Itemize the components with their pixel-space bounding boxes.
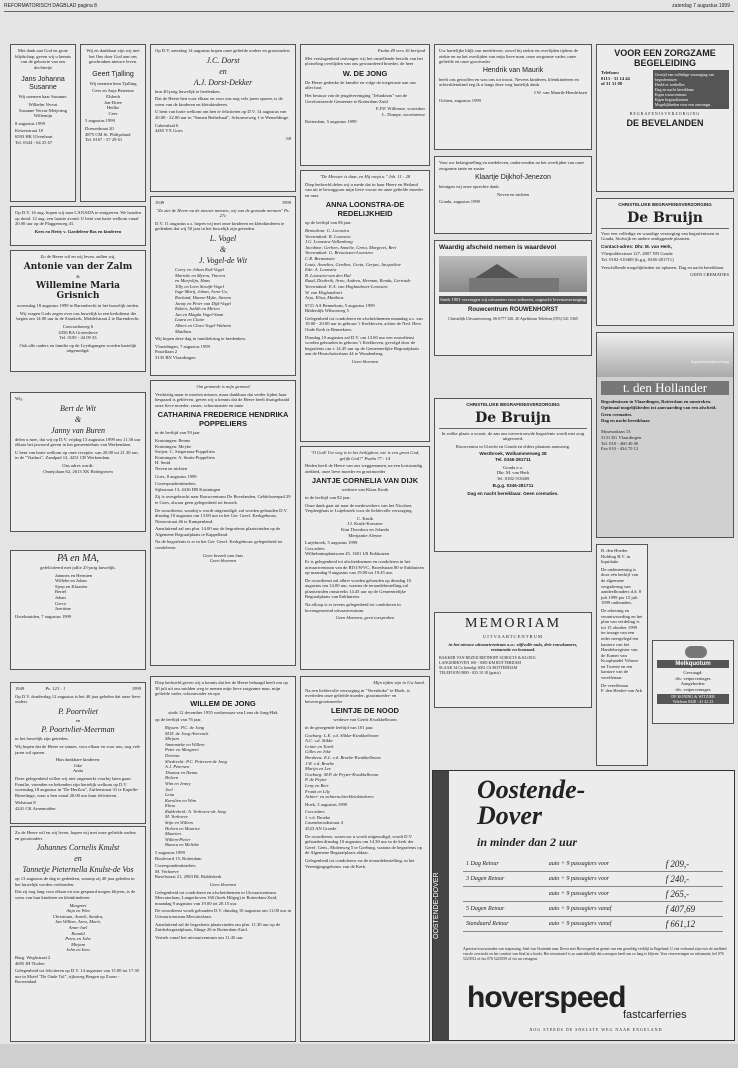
header-illustration: [597, 333, 733, 377]
wife-name: Tannetje Pieternella Knulst-de Vos: [22, 865, 134, 875]
phone: Telefoon: 0113 - 31 14 44 of 31 31 08: [601, 70, 630, 87]
ad-text-4: De rouwdienst, waarvoor u wordt uitgenodigd, wordt D.V. gehouden dinsdag 10 augustus om 14.30 uur in de kerk der Geref. Gem., Molenweg 5 te Goeburg, waarna de begrafenis op de Algemene Begraafplaats aldaar.: [305, 833, 422, 856]
deceased-name: W. DE JONG: [342, 68, 388, 78]
ad-date: IJsselmuiden, 7 augustus 1999: [15, 613, 72, 619]
verse: Psalm 49 vers 16 berijmd: [377, 48, 425, 53]
de-bruijn-ad-1: [434, 398, 592, 552]
ad-text-3: Dat zij nog lang voor elkaar en ons gespaard mogen blijven, is de wens van hun kinderen en kleinkinderen.: [15, 889, 136, 900]
verse: "O God! Uw weg is in het heiligdom, wie is een groot God, gelijk God?" Psalm 77 : 14: [310, 450, 420, 461]
obituary-van-dijk: [300, 446, 430, 670]
contact: Contact-adres: Dhr. M. van Herk,: [601, 243, 672, 249]
ad-text: Op D.V. donderdag 12 augustus is het 40 jaar geleden dat onze lieve ouders: [15, 693, 141, 705]
ad-text: Voor een volledige en waardige verzorging van begrafenissen in Gouda, Stolwijk en andere omliggende plaatsen.: [601, 230, 719, 242]
place-date: 5 augustus 1999 Boulevard 15, Rotterdam: [155, 850, 202, 861]
wedding-ad-de-wit: [10, 392, 146, 532]
address: Ons adres wordt: Onnejolaan 62, 2613 XK Bodegraven: [43, 462, 113, 474]
ad-text-4: De rouwdienst, waarbij u wordt uitgenodigd, zal worden gehouden D.V. dinsdag 10 augustus om 13.00 uur in het Ger. Geref. Kerkgebouw, Nieuwstraat 46 te Kampenland.: [155, 507, 288, 524]
ad-text-6: Na de begrafenis is er in het Ger. Geref. Kerkgebouw gelegenheid tot condoleren.: [155, 539, 283, 551]
husband-name: Johannes Cornelis Knulst: [36, 843, 120, 853]
address: Vlaardingen, 7 augustus 1999 Pastellaan 2 3135 BN Vlaardingen: [155, 343, 210, 360]
age: op de leeftijd van 76 jaar.: [155, 717, 202, 723]
address: Concordiaweg 6 4356 BA Grotenhove Tel. 0185 - 44 09 33: [58, 323, 98, 341]
ad-footer: GEEN CREMATIES: [690, 272, 729, 278]
family-list: Rijssen: P.C. de Jong M.D. de Jong-Avereach Mirjam Annemieke en Willem Peter en Margreet Doriota Sliedrecht: P.C. Petersen-de Jong A.J. Petersen Thomas en Ikema Heleen Wim en Jenny Joel Lena Karolien en Wim Elina Ridderkerk: A. Verhoeve-de Jong M. Verhoeve Stijn en Willem Heleen en Maurice Maarten Willem-Pieter Bianca en Melieke: [165, 724, 227, 848]
child-name: Jans Johanna Susanne: [21, 76, 65, 92]
den-hollander-logo: t. den Hollander: [601, 381, 729, 395]
thanks-dijkhof: [434, 156, 592, 234]
fare-price: f 240,-: [663, 872, 723, 887]
ad-intro: Wij en dankbaar zijn wij met het Ons door God aan ons geschonken nieuwe leven.: [86, 48, 140, 65]
fare-description: auto + 9 passagiers voor: [546, 857, 663, 872]
thanks-van-maurik: [434, 44, 592, 150]
cow-icon: [657, 644, 729, 660]
and-word: en: [75, 717, 81, 723]
fare-description: auto + 9 passagiers voor: [546, 872, 663, 887]
fare-description: auto + 9 passagiers vanaf: [546, 917, 663, 932]
quota-list: Gevraagd: div. vetpercentages Aangeboden: div. vetpercentages: [675, 670, 711, 692]
address-2: Gouda e.o. Dhr. M. van Herk Tel. 0182-510469: [496, 464, 530, 481]
family-list: C. Kruik J.J. Kruik-Koestoer Kim Theodoor en Jolanda Merijantie Aleyne: [341, 515, 389, 538]
ad-text-3: De rekening en verantwoording en het plan van verdeling is tot 15 oktober 1999 ter inzage van een ieder neergelegd ten kantore van het Handelsregister van de Kamer van Koophandel Veluwe en Twente en ten kantore van de vereffenaar.: [601, 607, 643, 681]
de-bevelanden-ad: [596, 44, 734, 192]
ad-title: PA en MA,: [56, 553, 100, 564]
ad-text-2: Rouwcentra in Utrecht en Gouda en elders plaatsen aanwezig.: [455, 443, 571, 449]
page-header: [4, 2, 734, 12]
address: Doesenbraat 20 4875 CM St. Philipsland Tel. 0167 - 57 29 61: [85, 125, 131, 143]
ad-text-7: Na afloop is er tevens gelegenheid tot condoleren in bovengenoemd uitvaartcentrum.: [305, 602, 401, 613]
ad-footer: Gelegenheid tot feliciteren op D.V. 14 augustus van 15.00 tot 17.30 uur in Motel "De Oude Tol", rijksweg Bergen op Zoom - Roosendaal.: [15, 968, 139, 985]
and-word: en: [219, 66, 227, 76]
place-date: Hoek, 5 augustus 1999: [305, 801, 348, 807]
place-date: Lutjebroek, 5 augustus 1999 Corr.adres: Wilhelminaplantsoen 45, 1601 LR Enkhuizen: [305, 540, 390, 557]
ad-text: Diep bedroefd geven wij u kennis dat het de Heere behaagd heeft om op 30 juli uit ons midden weg te nemen mijn lieve zorgzame man, mijn geliefde vader, schoonvader en opa: [155, 680, 288, 697]
den-hollander-ad: [596, 332, 734, 538]
signature: De vereffenaar F. den Herder-van Ark: [601, 682, 643, 694]
liquidation-notice: [596, 544, 648, 766]
child-nickname: Wij noemen hem Tjalling: [89, 80, 137, 86]
ad-text-2: De Heere gedenke de familie en volge de toegeruste aan ons aller hart.: [305, 79, 416, 91]
ad-text: Heden heeft de Heere van ons weggenomen, na een kortstondig ziekbed, onze lieve moeder en grootmoeder: [305, 463, 423, 474]
address: 6721 AA Bennekom, 5 augustus 1999 Bilderdijk Wilsonweg 5: [305, 302, 375, 314]
ad-footer: Ook alle ouders en familie op de Leydsgangen worden hartelijk uitgenodigd.: [19, 342, 137, 354]
ad-text-4: Gelegenheid tot condoleren en afscheidnemen in Uitvaartcentrum Mercatorlaan, Langerhoven 160 (hoek Hilgeg) te Rotterdam-Zuid, maandag 9 augustus van 19.00 tot 20.15 uur.: [155, 889, 278, 906]
deceased-name: ANNA LOONSTRA-DE REDELIJKHEID: [325, 200, 405, 219]
signature: Neven en nichten: [496, 191, 530, 197]
bride-name: Willemine Maria Grisnich: [35, 281, 121, 302]
groom-name: Bert de Wit: [60, 403, 96, 413]
fare-type: 5 Dagen Retour: [463, 902, 546, 917]
and-word: en: [74, 854, 82, 864]
fare-price: f 209,-: [663, 857, 723, 872]
ad-text-2: Geen crematies. Dag en nacht bereikbaar.: [601, 412, 651, 423]
correspondence-address: Correspondentieadres: Sijlastraat 13, 4416 DB Kruiningen: [155, 481, 221, 492]
ad-text-2: betuigen wij onze oprechte dank.: [439, 184, 500, 190]
fare-row: [463, 872, 723, 887]
deceased-name: CATHARINA FREDERICE HENDRIKA POPPELIERS: [157, 410, 289, 429]
children: Hun dankbare kinderen: Joke Anita: [55, 757, 101, 774]
ad-text: Uw hartelijke blijk van medeleven, zowel bij ziekte en overlijden tijdens de ziekte en na het overlijden van mijn lieve man, onze zorgzame vader, onze geliefde en onze grootvader: [439, 48, 579, 65]
ad-text: Diep bedroefd delen wij u mede dat in haar Heere en Heiland van uit te bewaggoon mijn lieve vrouw en onze geliefde moeder en oma: [305, 181, 424, 198]
correspondence-address: Correspondentieadres: M. Verhoeve Ravelstraat 21, 2983 BL Ridderkerk: [155, 863, 222, 880]
place-date: Ochten, augustus 1999: [439, 97, 481, 103]
spouse-line: sinds 12 december 1955 weduwnaar van Lena de Jong-Hak: [168, 709, 278, 715]
ad-footer: Geen bloemen: [351, 359, 379, 365]
fare-type: [463, 887, 546, 902]
ad-text-3: Zij is overgebracht naar Rouwcentrum De Bevelanden, Geldelozeepad 29 te Goes, alwaar geen gelegenheid tot bezoek.: [155, 494, 291, 505]
ad-intro: Wij,: [15, 396, 23, 401]
ad-text-3: Dat de Heere hen voor elkaar en voor ons nog vele jaren sparen, is de wens van de kinderen en kleinkinderen.: [155, 96, 283, 107]
fare-row: [463, 902, 723, 917]
spouse-line: weduwe van Gerrit Kwakkelboom: [333, 717, 397, 723]
and-symbol: &: [76, 273, 80, 279]
parents: Wilhelm Vervat Susanne Vervat-Meijering Willemijn: [18, 101, 67, 119]
correspondence-address: Corr.adres: J. v.d. Broeke Casembroodtstraat 4 4523 AN Groede: [305, 809, 343, 832]
address: Cabentfaal 6 4465 VX Goes: [155, 122, 183, 134]
spouse-line: weduwe van Klaas Kruik: [341, 487, 389, 493]
fare-price: f 265,-: [663, 887, 723, 902]
rouwenhorst-ad: [434, 240, 592, 356]
deceased-name: Klaartje Dijkhof-Jenezon: [475, 174, 551, 182]
ad-text-2: in het huwelijk zijn getreden.: [15, 736, 69, 742]
ad-text-4: Onze dank gaat uit naar de medewerkers van het Nicolaas Verpleeghuis te Lutjebroek voor de liefdevolle verzorging.: [305, 502, 413, 514]
ad-text-2: Wij vragen Gods zegen over ons huwelijk in een kerkdienst die begint om 14.00 uur in de Sionkerk, Middelstraat 2 te Barendrecht.: [16, 310, 140, 322]
hoverspeed-tagline: NOG STEEDS DE SNELSTE WEG NAAR ENGELAND: [529, 1027, 663, 1032]
fare-description: auto + 9 passagiers voor: [546, 887, 663, 902]
ad-title: Waardig afscheid nemen is waardevol: [439, 244, 557, 251]
address: Museumlaan 13 3131 EG Vlaardingen Tel. 010 - 460 40 00 Fax 010 - 434 70 12: [601, 429, 642, 452]
ad-text-2: hun 40-jarig huwelijk te herdenken.: [155, 88, 221, 94]
husband-name: P. Poortvliet: [58, 706, 98, 716]
ad-text: Op D.V. zaterdag 14 augustus hopen onze geliefde ouders en grootouders: [155, 48, 290, 53]
ad-footer: Geen bloemen, geen toespraken: [335, 615, 395, 621]
ad-text: Op D.V. 16 aug. hopen wij naar CANADA te emigreren. We houden op dond. 12 aug. een laatste avond. U bent van harte welkom vanaf 20.00 uur op de Plaggenweg 41.: [15, 210, 141, 227]
hoverspeed-logo-sub: fastcarferries: [623, 1009, 687, 1021]
ad-text: Begrafenissen in Vlaardingen, Rotterdam en omstreken. Optimaal mogelijkheden tot aanvaarding van een afscheid.: [601, 399, 717, 410]
anniversary-ad-knulst: [10, 826, 146, 1042]
fares-table: [463, 857, 723, 932]
ad-text: woensdag 18 augustus 1999 te Barendrecht in het huwelijk treden.: [16, 303, 140, 309]
ad-title: CHRISTELIJKE BEGRAFENISVERZORGING: [618, 202, 712, 207]
ad-text: Voor uw belangstelling en medeleven, ondervonden na het overlijden van onze zorgzame tante en zuster: [439, 160, 584, 171]
year-end: 1999: [281, 200, 291, 205]
ad-brand: DE BEVELANDEN: [626, 118, 704, 128]
ad-text-2: Wij hopen deze dag in familiekring te herdenken.: [155, 336, 246, 342]
age: in de leeftijd van 82 jaar.: [305, 494, 351, 500]
husband-name: L. Vogel: [209, 233, 237, 243]
groom-name: Antonie van der Zalm: [23, 261, 133, 272]
service-list: Gewijd van volledige verzorging van begrafenissen Deeld ot wetbelles Dag en nacht bereikbaar Eigen rouwcentrum Eigen begraaflaatsen Mogelijkheden voor een ontvangst: [653, 70, 729, 109]
children: Corry en Johan Kok-Vogel Marieke en Myron, Vincent en Marjolijn, Hans Tilly en Leen Struijk-Vogel Inge-Marij, Johan, Arno-Co, Roeland, Hanne-Myke, Stenno Janny en Peter van Dijk-Vogel Ruben, Judith en Mirien Jan en Magda Vogel-Stam Laura en Claire Albert en Clara Vogel-Walzem Matthias: [175, 266, 232, 334]
ad-text: Zo de Heere wil en wij leven, hopen wij met onze geliefde ouders en grootouders: [15, 830, 137, 841]
hoverspeed-ad: [432, 770, 735, 1041]
ad-text-2: Verschillende mogelijkheden tot opbaren. Dag en nacht bereikbaar.: [601, 264, 725, 270]
family-list: Bennekom: G. Loonstra Veenendaal: R. Loonstra J.G. Loonstra-Valkenburg Jacobine, Gerben, Annelie, Greta, Margreet, Bert Veenendaal: G. Breunissen-Loonstra C.R. Breunissen Louis, Annelies, Gerdien, Greta, Gerjan, Jacqueline Ede: A. Loonstra B. Loonstra-van den Hul Ruud, Diederik, Arno, Andrea, Herman, Renda, Gertrude Veenendaal: E.A. van Hoglandoort-Loonstra W. van Hoglandoort Arjo, Elisa, Matthias: [305, 227, 411, 301]
and-symbol: &: [219, 244, 227, 254]
emigration-ad: [10, 206, 146, 246]
address: Welstraat 8 4241 CK Arnemuiden: [15, 800, 56, 811]
verse: Ps. 123 : 1: [45, 686, 66, 691]
birth-ad-tjalling: [80, 44, 146, 202]
birth-ad-susanne: [10, 44, 76, 202]
address: Burg. Weghstraat 2 4695 JH Tholen: [15, 954, 51, 966]
fare-type: 1 Dag Retour: [463, 857, 546, 872]
ad-text: B. den Hoeder Holding B.V. in liquidatie: [601, 548, 631, 565]
ad-subtitle: BEGRAFENISVERZORGING: [629, 111, 701, 116]
fare-type: Standaard Retour: [463, 917, 546, 932]
ad-text-7: Vertrek vanaf het uitvaartcentrum om 11.45 uur.: [155, 934, 244, 940]
ad-brand: DE KONING & WITZIER Telefoon 0348 - 41 22 23: [657, 694, 729, 704]
logo-subtitle: UITVAARTCENTRUM: [482, 634, 544, 639]
ad-text-5: Aansluitend zal om plm. 14.00 uur de begrafenis plaatsvinden op de Algemene Begraafplaats te Kappelland.: [155, 526, 281, 537]
deceased-name: WILLEM DE JONG: [190, 698, 256, 708]
fare-row: [463, 917, 723, 932]
address: BAKKER VAN BEZEIJ RIETHOFF SCHOLTS & KLOEG LANGERHOVEN 160 - 3085 KM ROTTERDAM SLAAK 34 Cx bestelgt 3061 CS ROTTERDAM TELEFOON 0800 - 023 10 18 (gratis): [439, 654, 536, 675]
ad-intro: Zo de Heere wil en wij leven, zullen wij,: [40, 254, 116, 259]
verse: Om gemoede is mijn gemoed: [196, 384, 250, 389]
ad-title: VOOR EEN ZORGZAME BEGELEIDING: [614, 48, 716, 68]
ad-names: Kees en Hetty v. Gardeleen-Bos en kinderen: [34, 228, 122, 234]
ad-footer: Christelijk Uitvaartverzorg. 06 6777 320, 20 Apeldoorn Telefoon (055) 541 5365: [448, 315, 578, 321]
place-date: Goes, 8 augustus 1999: [155, 473, 197, 479]
signature: J.W. van Maurik-Hendriksen: [533, 89, 587, 95]
wife-name: P. Poortvliet-Meerman: [41, 725, 115, 735]
ad-text-6: De rouwdienst zal alhier worden gehouden op dinsdag 10 augustus om 14.00 uur, waarna de teraardebestelling zal plaatsvinden omstreeks 14.45 uur op de Gemeentelijke Begraafplaats van Enkhuizen.: [305, 577, 411, 600]
condolence-w-de-jong: [300, 44, 430, 166]
ad-text-2: De onderneming is door eén bedrijf van de algemene vergadering van aandeelhouders d.d. 8 juli 1999 per 15 juli 1999 ontbonden.: [601, 566, 642, 606]
husband-name: J.C. Dorst: [206, 55, 240, 65]
place-date: Rotterdam, 5 augustus 1999: [305, 119, 357, 125]
ad-number: 68: [286, 135, 291, 141]
verse: "Zo ziet de Heere nu de nieuwe mensen, wij van de gezonde mensen" Ps. 27c: [156, 207, 290, 219]
year-start: 1949: [15, 686, 25, 691]
de-bruijn-logo: De Bruijn: [475, 409, 551, 426]
wife-name: A.J. Dorst-Dekker: [193, 77, 253, 87]
anniversary-ad-poortvliet: [10, 682, 146, 824]
melkquotum-ad: [652, 640, 734, 724]
family-list: Kruiningen: Benno Kruiningen: Meyke Strijen: C. Siegersma-Poppeliers Kruiningen: A. Smits-Poppeliers H. Smid Neven en nichten: [155, 437, 216, 471]
child-nickname: Wij noemen haar Susanne.: [18, 94, 68, 100]
hoverspeed-logo: hoverspeed: [467, 981, 626, 1014]
ad-text-5: Gelegenheid tot condoleren: na de teraardebestelling, in het Verenigingsgebouw van de Kerk.: [305, 858, 415, 869]
children: Margreet Anja en Wim Christiaan, Anneli, Sandra, Jan Willem, Arno, Marit, Anne-Jael Ronald Petra en Johe Mirjam John en Ineo: [52, 902, 104, 953]
page-bottom-margin: [0, 1044, 738, 1068]
signature: E.P.P. Willemse, voorzitter L. Dompe, secretaresse: [376, 106, 425, 117]
anniversary-ad-dorst: [150, 44, 296, 192]
ad-title: CHRISTELIJKE BEGRAFENISVERZORGING: [466, 402, 560, 407]
family-list: Goeburg: L.E. v.d. Slikke-Kwakkelboom A.C. v.d. Slikke Leinie en Turek Gilles en Joke Breskens: E.L. v.d. Broeke-Kwakkelboom J.W. v.d. Broeke Marijn en Lee Goeburg: M.P. de Peyter-Kwakkelboom P. de Peyter Leny en Bert Frank en Lily Achter- en achterachterkleinkinderen: [305, 732, 381, 800]
place-date: Gouda, augustus 1999: [439, 199, 480, 205]
building-illustration: [439, 256, 587, 292]
ad-text: Na een liefdevolle verzorging in "Verenhoke" te Hoek, is overleden onze geliefde moeder, grootmoeder- en betovergrootmoeder: [305, 687, 410, 704]
parents: Cees en Anja Betzema Elsbeth Jan-Driee Heilke Cees: [92, 88, 134, 116]
ad-text-4: Deze gelegenheid willen wij niet ongemerkt voorbij laten gaan. Familie, vrienden en bekenden zijn hartelijk welkom op D.V. woensdag 18 augustus in "De HerZon", Zuffenstraat 31 te Kapelle-Biezelinge, waar u ben vanaf 20.00 uur kunt feliciteren.: [15, 775, 139, 798]
fare-description: auto + 9 passagiers vanaf: [546, 902, 663, 917]
ad-text-3: Wij hopen dat de Heere ze samen, voor elkaar en voor ons, nog vele jaren wil sparen.: [15, 743, 141, 755]
de-bruijn-logo: De Bruijn: [627, 209, 703, 226]
hoverspeed-title: [477, 777, 585, 829]
ad-text-5: De rouwdienst wordt gehouden D.V. dinsdag 10 augustus om 11.00 uur in Uitvaartcentrum Mercatorlaan.: [155, 908, 292, 919]
child-name: Geert Tjalling: [92, 70, 134, 78]
ad-subtitle: begrafenisonderneming: [691, 359, 729, 364]
melkquotum-logo: Melkquotum: [657, 660, 729, 668]
anniversary-ad-pa-ma: [10, 550, 146, 670]
ad-subtitle: gefeliciteerd met jullie 25-jarig huwelijk.: [40, 565, 116, 570]
fare-row: [463, 857, 723, 872]
deceased-name: Hendrik van Maurik: [482, 66, 544, 74]
fare-price: f 407,69: [663, 902, 723, 917]
header-right: zaterdag 7 augustus 1999: [672, 3, 730, 9]
hoverspeed-vertical-band: OOSTENDE-DOVER: [433, 771, 449, 1040]
ad-text-5: Er is gelegenheid tot afscheidnemen en condoleren in het uitvaartcentrum van de RTO/WVC, Broedstraat 80 te Enkhuizen op maandag 9 augustus van 19.00 tot 19.45 uur.: [305, 558, 424, 576]
ad-text: Verdrietig maar te moeten missen, maar dankbaar dat verder lijden haar bespaard is gebleven, geven wij u kennis dat de Heere heeft thuisgehaald onze lieve moeder, zuster, schoonzuster en tante: [155, 391, 290, 408]
address: Westbroek, Wolkammerweg 28 Tel. 0346-281711: [479, 451, 547, 462]
wife-name: J. Vogel-de Wit: [198, 255, 248, 265]
ad-text: Met verslagenheid ontvingen wij het onstellende bericht van het plotseling overlijden van ons gewaardeerd broeder, de heer: [305, 55, 423, 67]
address: Keizerstraat 18 6593 HK Ulvenhout Tel. 0344 - 64 25 67: [15, 128, 53, 145]
obituary-willem-de-jong: [150, 676, 296, 1042]
obituary-loonstra: [300, 170, 430, 442]
bride-name: Janny van Buren: [51, 425, 105, 435]
ad-text-6: Aansluitend zal de begrafenis plaatsvinden om plm. 11.30 uur op de Zuiderbegraafplaats, Slinge 26 te Rotterdam-Zuid.: [155, 921, 281, 933]
ad-brand: Rouwcentrum ROUWENHORST: [468, 306, 558, 313]
header-left: REFORMATORISCH DAGBLAD pagina 8: [4, 3, 97, 9]
ad-footer: Dag en nacht bereikbaar. Geen crematies.: [467, 490, 559, 496]
ad-text-4: Dinsdag 10 augustus zal D.V. om 13.00 uur een rouwdienst worden gehouden in gebouw 't Kerkboven, gevolgd door de begrafenis om ± 14.45 uur op de Gemeentelijke Begraafplaats aan de Heuschotterlaan 44 te Woudenberg.: [305, 334, 420, 357]
ad-text-3: Het bestuur van de jeugdvereniging "Jehudzian" van de Gereformeerde Gemeente te Rotterdam-Zuid: [305, 92, 408, 104]
ad-intro: Met dank aan God en grote blijdschap, geven wij u kennis van de geboorte van ons dochtertje: [15, 48, 71, 70]
ad-text-2: U bent van harte welkom op onze receptie, van 20.00 tot 21.30 uur, in de "Viaduct", Zandpad 12, 4251 CR Werkendam.: [15, 449, 139, 461]
age: in de gezegende leeftijd van 101 jaar.: [305, 724, 374, 730]
verse: "De Meester is daar, en Hij roept u." Joh. 11 : 28: [319, 174, 411, 179]
fare-price: f 661,12: [663, 917, 723, 932]
ad-names: Jannnes en Hermien Willebe en Johan Sjerp en Klaasien Bertel Johan Gerco Joeritine: [55, 572, 93, 612]
obituary-de-nood: [300, 676, 430, 1042]
de-bruijn-ad-2: [596, 198, 734, 326]
phone: B.g.g. 0346-281711: [492, 483, 534, 489]
year-start: 1949: [155, 200, 165, 205]
ad-footer: Geen bloemen: [209, 882, 237, 887]
ad-text: In welke plaats u woont, de aan ons toevertrouwde begrafenis wordt met zorg uitgevoerd.: [441, 430, 585, 442]
ad-text: delen u mee, dat wij op D.V. vrijdag 13 augustus 1999 om 11.30 uur elkaar het jawoord geven in het gemeentehuis van Werkendam.: [15, 436, 141, 448]
age: in de leeftijd van 59 jaar.: [155, 430, 201, 436]
deceased-name: JANTJE CORNELIA VAN DIJK: [311, 476, 419, 486]
memoriam-ad: [434, 612, 592, 708]
hoverspeed-terms: Aprecise/voorwaarden van toepassing. Snel van Oostende naar Dover met Hoverspeed en geniet van een geweldig verblijf in Engeland. U ziet verbaasd zijn over de snelheid van de overtocht en het comfort van SeaCat u boekt. Het retourtarief is zo aantrekkelijk dat u morgen heeft om zo lang te blijven. Voor reserveringen en informatie, bel 076 5223912 of fax 076 5223559 of via uw reisagent.: [463, 947, 727, 961]
ad-text: in het nieuwe uitvaartcentrum o.a.: stijlvolle aula, drie rouwkamers, restauratie en loonzaal.: [448, 641, 578, 653]
birth-date: 5 augustus 1999: [85, 118, 115, 124]
year-end: 1999: [131, 686, 141, 691]
address: Vlietpolderstraat 127, 2807 NN Gouda Tel. 0182-510469 (b.g.g. 0346-281711): [601, 251, 674, 262]
wedding-ad-van-der-zalm: [10, 250, 146, 372]
hoverspeed-subtitle: in minder dan 2 uur: [477, 835, 578, 849]
ad-text-3: Gelegenheid tot condoleren en afscheidnemen maandag a.s. van 19.00 - 20.00 uur in gebouw 't Kerkboven, achter de Ned. Herv. Oude Kerk te Bennekom.: [305, 315, 423, 333]
ad-text-2: op 13 augustus de dag te gedenken, waarop zij 40 jaar geleden in het huwelijk werden verbonden.: [15, 876, 135, 887]
birth-date: 8 augustus 1999: [15, 120, 45, 126]
ad-text-4: U bent van harte welkom om hen te feliciteren op D.V. 14 augustus van 20.00 - 22.00 uur in "Samen Bethelsaal", Schouweweg 1 te Wemeldinge.: [155, 109, 290, 120]
ad-footer: Geen bezoek aan huis Geen bloemen: [202, 552, 244, 564]
obituary-poppeliers: [150, 380, 296, 666]
fare-type: 3 Dagen Retour: [463, 872, 546, 887]
title-line-2: Dover: [477, 801, 542, 830]
memoriam-logo: MEMORIAM: [464, 616, 562, 631]
ad-text: D.V. 11 augustus a.s. hopen wij met onze kinderen en kleinkinderen te gedenken dat wij 50 jaar in het huwelijk zijn getreden.: [155, 220, 285, 232]
ad-caption: Sinds 1901 verzorgen wij uitvaarten voor iedereen, ongeacht levensovertuiging: [440, 297, 586, 302]
deceased-name: LEINTJE DE NOOD: [331, 706, 399, 716]
title-line-1: Oostende-: [477, 775, 586, 804]
verse: Mijn tijden zijn in Uw hand.: [373, 680, 425, 685]
fare-row: [463, 887, 723, 902]
ad-text-2: heeft ons getroffen en was ons tot troost. Nevens kinderen, kleinkinderen en achterkleinkind zeg ik u langs deze weg hartelijk dank.: [439, 76, 579, 88]
anniversary-ad-vogel: [150, 196, 296, 376]
and-symbol: &: [74, 414, 82, 424]
age: op de leeftijd van 86 jaar.: [305, 220, 352, 226]
